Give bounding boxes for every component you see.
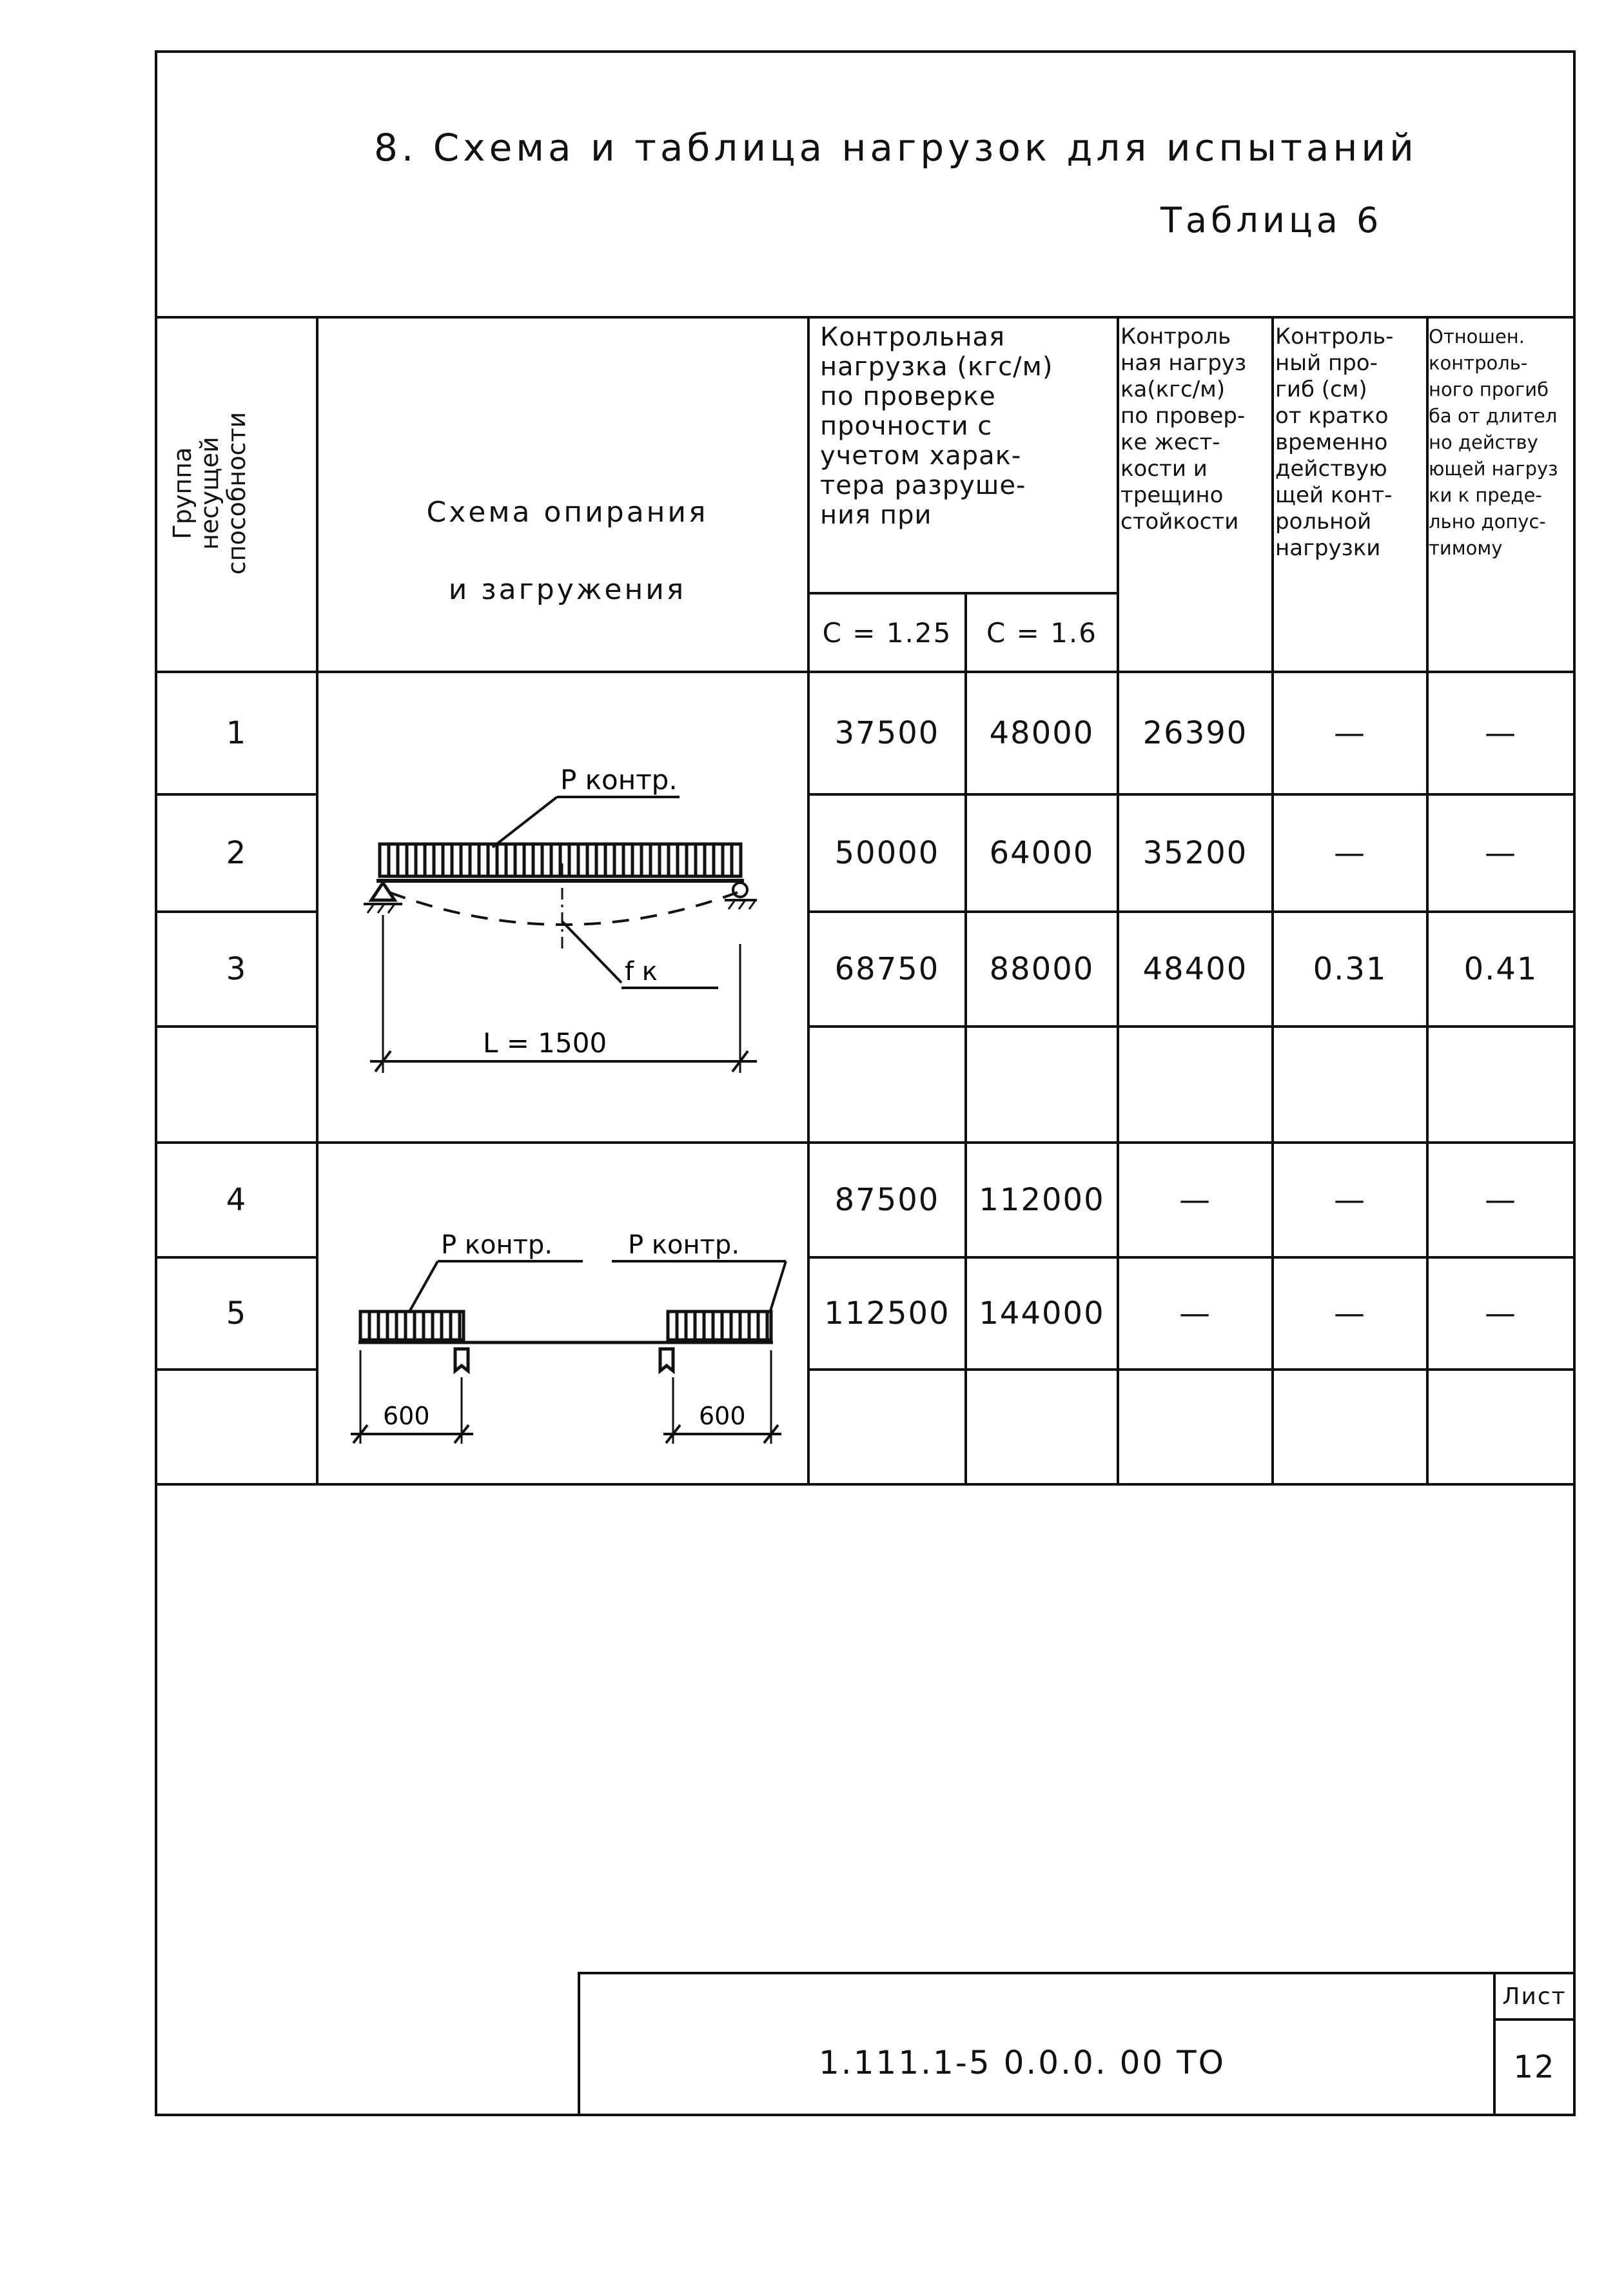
hdr-st-3: ка(кгс/м) — [1120, 377, 1226, 402]
row1-c125: 37500 — [834, 715, 940, 751]
hdr-cl-3: по проверке — [820, 382, 996, 411]
row4-c16: 112000 — [979, 1182, 1105, 1218]
row-line-c — [155, 1025, 316, 1028]
row3-c125: 68750 — [834, 951, 940, 987]
header-deflection — [1275, 324, 1393, 562]
hdr-rt-8: льно допус- — [1429, 511, 1546, 533]
row2-c125: 50000 — [834, 835, 940, 871]
scheme1-deflection-label: f к — [625, 957, 658, 987]
hdr-df-1: Контроль- — [1275, 324, 1394, 349]
scheme2-dim-right: 600 — [699, 1402, 746, 1430]
row3-stiffness: 48400 — [1142, 951, 1248, 987]
scheme2-load-label-left: Р контр. — [441, 1230, 553, 1260]
row-line-f2 — [807, 1368, 1574, 1371]
row5-stiffness: — — [1179, 1295, 1211, 1332]
hdr-df-3: гиб (см) — [1275, 377, 1367, 402]
hdr-st-7: трещино — [1120, 482, 1224, 508]
scheme2-dim-left: 600 — [383, 1402, 430, 1430]
scheme1-pin-support — [364, 883, 402, 913]
scheme2-leader-left — [409, 1261, 438, 1313]
hdr-st-2: ная нагруз — [1120, 350, 1247, 376]
row5-c125: 112500 — [824, 1295, 950, 1332]
hdr-st-8: стойкости — [1120, 509, 1239, 535]
row5-c16: 144000 — [979, 1295, 1105, 1332]
scheme1-deflection-leader — [562, 921, 621, 983]
scheme2-leader-right — [770, 1261, 786, 1313]
header-ratio — [1429, 324, 1558, 562]
row1-deflection: — — [1334, 715, 1366, 751]
scheme1-load-block — [380, 844, 741, 876]
stamp-sheet-label: Лист — [1502, 1983, 1567, 2010]
hdr-cl-1: Контрольная — [820, 322, 1006, 352]
hdr-rt-9: тимому — [1429, 537, 1503, 559]
row1-stiffness: 26390 — [1142, 715, 1248, 751]
hdr-df-7: щей конт- — [1275, 482, 1393, 508]
hdr-df-9: нагрузки — [1275, 535, 1381, 561]
row5-ratio: — — [1485, 1295, 1517, 1332]
header-scheme-line-1: Схема опирания — [426, 496, 709, 529]
hdr-rt-4: ба от длител — [1429, 405, 1558, 427]
header-stiffness — [1120, 324, 1246, 535]
hdr-df-2: ный про- — [1275, 350, 1378, 376]
hdr-df-5: временно — [1275, 429, 1388, 455]
header-group-line-2: несущей — [195, 437, 224, 550]
scheme2-support-right — [660, 1349, 673, 1371]
hdr-st-6: кости и — [1120, 456, 1208, 482]
hdr-cl-4: прочности с — [820, 411, 993, 441]
frame-right — [1573, 50, 1576, 2115]
stamp-left-line — [578, 1972, 580, 2115]
header-scheme-line-2: и загружения — [448, 573, 687, 606]
hdr-st-4: по провер- — [1120, 403, 1246, 429]
frame-left — [155, 50, 157, 2115]
row2-ratio: — — [1485, 835, 1517, 871]
hdr-rt-3: ного прогиб — [1429, 378, 1549, 400]
hdr-st-1: Контроль — [1120, 324, 1231, 349]
table-bottom-line — [155, 1483, 1576, 1486]
page-title: 8. Схема и таблица нагрузок для испытаний — [374, 126, 1418, 170]
row3-ratio: 0.41 — [1463, 951, 1538, 987]
row2-stiffness: 35200 — [1142, 835, 1248, 871]
hdr-df-4: от кратко — [1275, 403, 1389, 429]
hdr-cl-2: нагрузка (кгс/м) — [820, 352, 1053, 382]
frame-top — [155, 50, 1576, 53]
scheme2-diagram — [318, 1144, 806, 1483]
stamp-sheet-number: 12 — [1513, 2049, 1556, 2085]
hdr-cl-5: учетом харак- — [820, 441, 1022, 471]
row5-deflection: — — [1334, 1295, 1366, 1332]
row1-c16: 48000 — [989, 715, 1095, 751]
scheme2-load-block-left — [360, 1312, 464, 1340]
row4-ratio: — — [1485, 1182, 1517, 1218]
hdr-rt-6: ющей нагруз — [1429, 458, 1558, 480]
hdr-df-8: рольной — [1275, 509, 1372, 535]
table-top-line — [155, 316, 1576, 319]
row4-stiffness: — — [1179, 1182, 1211, 1218]
row1-group: 1 — [226, 715, 248, 751]
row4-group: 4 — [226, 1182, 248, 1218]
row4-deflection: — — [1334, 1182, 1366, 1218]
row3-group: 3 — [226, 951, 248, 987]
row3-deflection: 0.31 — [1313, 951, 1387, 987]
scheme2-load-label-right: Р контр. — [628, 1230, 740, 1260]
header-c16: С = 1.6 — [986, 616, 1097, 649]
header-control-load — [820, 322, 1053, 530]
row1-ratio: — — [1485, 715, 1517, 751]
row2-c16: 64000 — [989, 835, 1095, 871]
stamp-top-line — [578, 1972, 1574, 1974]
header-c125: С = 1.25 — [822, 616, 952, 649]
hdr-rt-2: контроль- — [1429, 352, 1528, 374]
hdr-cl-6: тера разруше- — [820, 471, 1026, 500]
row2-group: 2 — [226, 835, 248, 871]
scheme1-deflection-curve — [389, 892, 738, 925]
table-label: Таблица 6 — [1160, 200, 1383, 241]
hdr-rt-7: ки к преде- — [1429, 484, 1542, 506]
hdr-cl-7: ния при — [820, 500, 932, 530]
hdr-st-5: ке жест- — [1120, 429, 1220, 455]
row3-c16: 88000 — [989, 951, 1095, 987]
header-group-line-1: Группа — [168, 447, 197, 540]
row-line-f — [155, 1368, 316, 1371]
frame-bottom — [155, 2114, 1576, 2116]
row4-c125: 87500 — [834, 1182, 940, 1218]
stamp-code: 1.111.1-5 0.0.0. 00 ТО — [819, 2044, 1226, 2081]
hdr-df-6: действую — [1275, 456, 1387, 482]
header-group-line-3: способности — [222, 411, 251, 575]
header-group — [169, 351, 250, 635]
header-scheme — [335, 474, 799, 629]
scheme1-diagram — [318, 673, 806, 1141]
scheme2-support-left — [455, 1349, 468, 1371]
row-line-c2 — [807, 1025, 1574, 1028]
scheme2-load-block-right — [668, 1312, 771, 1340]
hdr-rt-5: но действу — [1429, 431, 1538, 453]
hdr-rt-1: Отношен. — [1429, 326, 1525, 348]
row5-group: 5 — [226, 1295, 248, 1332]
scheme1-span-label: L = 1500 — [483, 1027, 607, 1059]
scheme1-load-leader — [493, 797, 557, 847]
scheme1-load-label: Р контр. — [560, 764, 678, 796]
row2-deflection: — — [1334, 835, 1366, 871]
